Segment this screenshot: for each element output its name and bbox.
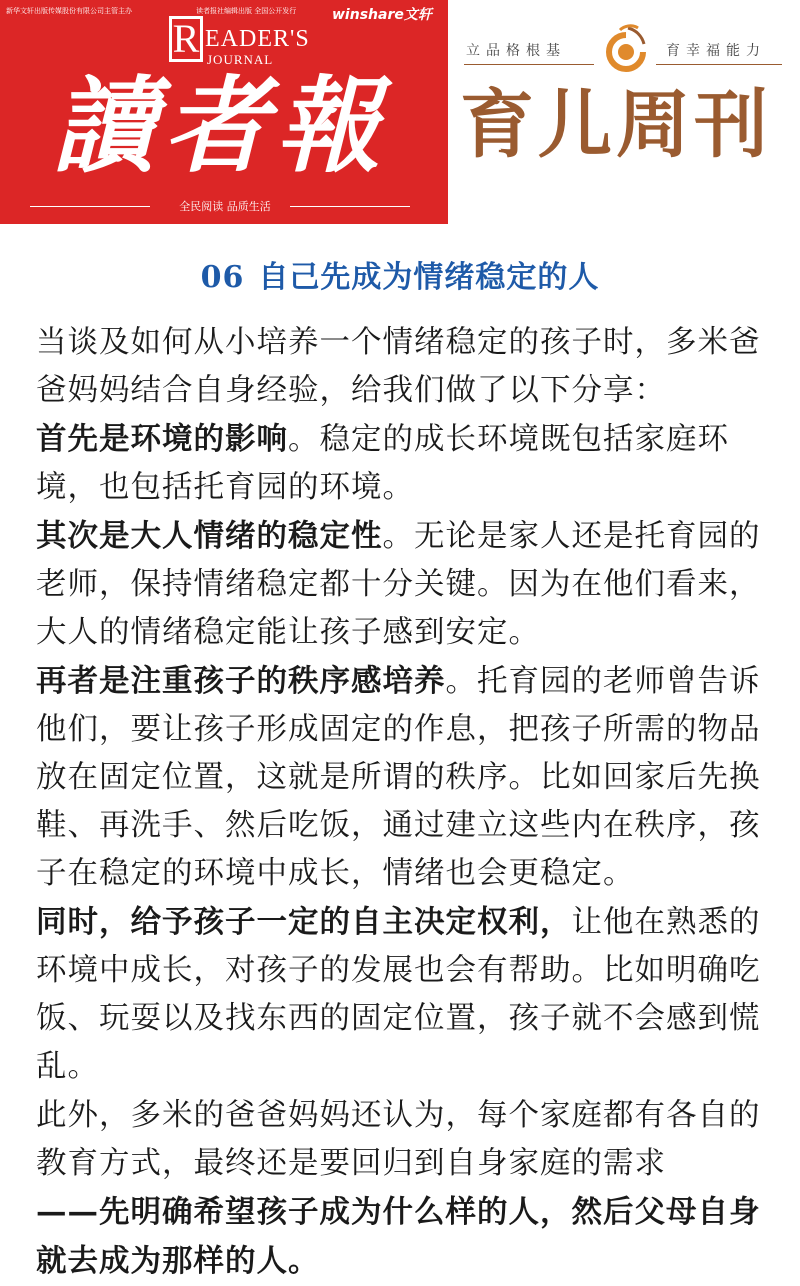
paragraph-text: 。托育园的老师曾告诉他们，要让孩子形成固定的作息，把孩子所需的物品放在固定位置，这就是所谓的秩序。比如回家后先换鞋、再洗手、然后吃饭，通过建立这些内在秩序，孩子在稳定的环境中成长，情绪也会更稳定。 bbox=[36, 664, 761, 891]
section-heading bbox=[0, 252, 800, 296]
masthead bbox=[0, 0, 800, 230]
section-number: 06 bbox=[200, 260, 245, 295]
paragraph-text: 。稳定的成长环境既包括家庭环境，也包括托育园的环境。 bbox=[36, 422, 729, 505]
tagline-rule-right bbox=[656, 64, 782, 65]
slogan-rule-left bbox=[30, 206, 150, 207]
paragraph bbox=[36, 1188, 766, 1286]
tagline bbox=[460, 36, 790, 66]
publisher-line: 新华文轩出版传媒股份有限公司主管主办 bbox=[6, 7, 132, 15]
weekly-title: 育儿周刊 bbox=[460, 82, 772, 168]
paragraph bbox=[36, 898, 766, 1091]
paragraph bbox=[36, 657, 766, 898]
sun-swirl-logo-icon bbox=[598, 22, 654, 78]
parenting-weekly-masthead bbox=[460, 0, 800, 224]
paragraph bbox=[36, 415, 766, 512]
paragraph-text: 让他在熟悉的环境中成长，对孩子的发展也会有帮助。比如明确吃饭、玩耍以及找东西的固定位置，孩子就不会感到慌乱。 bbox=[36, 905, 761, 1084]
slogan-rule-right bbox=[290, 206, 410, 207]
slogan-row bbox=[0, 196, 448, 216]
paragraph-lead: 其次是大人情绪的稳定性 bbox=[36, 518, 383, 554]
newspaper-title: 讀者報 bbox=[52, 64, 389, 187]
paragraph bbox=[36, 318, 766, 415]
paragraph-text: 此外，多米的爸爸妈妈还认为，每个家庭都有各自的教育方式，最终还是要回归到自身家庭的需求 bbox=[36, 1098, 761, 1181]
paragraph-text: 。无论是家人还是托育园的老师，保持情绪稳定都十分关键。因为在他们看来，大人的情绪稳定能让孩子感到安定。 bbox=[36, 519, 761, 650]
logo-readers-word: EADER'S bbox=[205, 26, 310, 52]
tagline-rule-left bbox=[464, 64, 594, 65]
paragraph bbox=[36, 512, 766, 657]
paragraph-lead: 同时，给予孩子一定的自主决定权利， bbox=[36, 904, 572, 940]
paragraph-lead: ——先明确希望孩子成为什么样的人，然后父母自身就去成为那样的人。 bbox=[36, 1194, 761, 1279]
section-title: 自己先成为情绪稳定的人 bbox=[258, 260, 600, 295]
slogan: 全民阅读 品质生活 bbox=[179, 200, 271, 213]
tagline-right: 育幸福能力 bbox=[666, 43, 766, 59]
paragraph-lead: 再者是注重孩子的秩序感培养 bbox=[36, 663, 446, 699]
winshare-logo: winshare文轩 bbox=[332, 7, 432, 23]
tagline-left: 立品格根基 bbox=[466, 43, 566, 59]
paragraph-lead: 首先是环境的影响 bbox=[36, 421, 288, 457]
logo-journal-word: JOURNAL bbox=[207, 52, 274, 67]
logo-r-box: R bbox=[169, 16, 203, 62]
distribution-line: 读者报社编辑出版 全国公开发行 bbox=[196, 7, 297, 15]
paragraph-text: 当谈及如何从小培养一个情绪稳定的孩子时，多米爸爸妈妈结合自身经验，给我们做了以下分享： bbox=[36, 325, 761, 408]
readers-journal-masthead bbox=[0, 0, 448, 224]
paragraph bbox=[36, 1091, 766, 1188]
article-body bbox=[36, 318, 766, 1286]
